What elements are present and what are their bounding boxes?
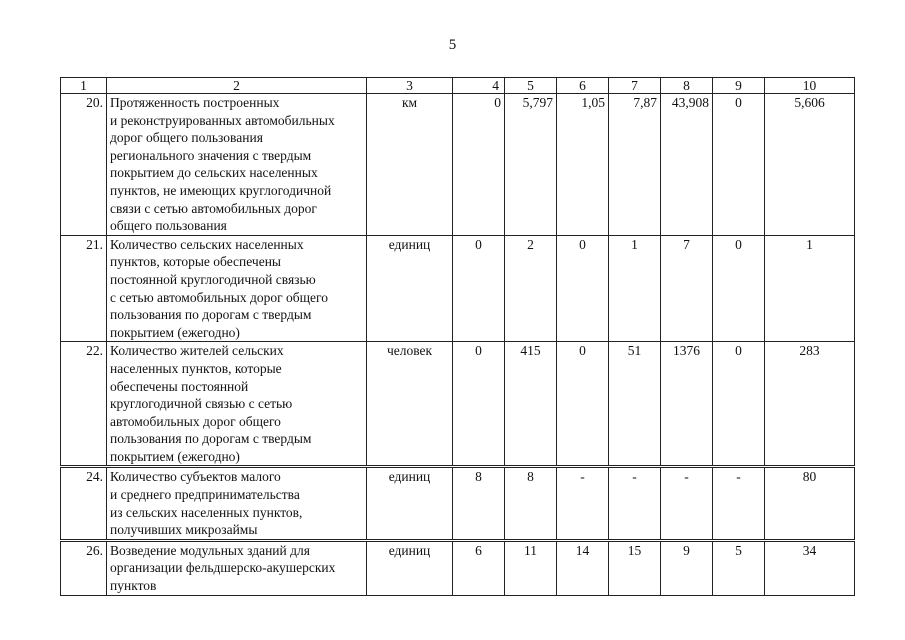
- value-cell: 0: [453, 342, 505, 467]
- value-cell: 283: [765, 342, 855, 467]
- indicator-name: [107, 467, 367, 540]
- table-row: [61, 342, 855, 467]
- value-cell: 5,797: [505, 94, 557, 236]
- name-line: пунктов: [110, 578, 157, 594]
- name-line: дорог общего пользования: [110, 130, 263, 146]
- value-cell: 5,606: [765, 94, 855, 236]
- value-cell: -: [661, 467, 713, 540]
- table-row: [61, 235, 855, 342]
- column-header: 1: [61, 78, 107, 94]
- name-line: с сетью автомобильных дорог общего: [110, 289, 328, 305]
- value-cell: 15: [609, 540, 661, 595]
- row-number: 21.: [61, 235, 107, 342]
- value-cell: 0: [557, 235, 609, 342]
- column-header: 4: [453, 78, 505, 94]
- name-line: покрытием (ежегодно): [110, 448, 240, 464]
- row-number: 26.: [61, 540, 107, 595]
- name-line: пунктов, не имеющих круглогодичной: [110, 182, 332, 198]
- column-header: 7: [609, 78, 661, 94]
- value-cell: 34: [765, 540, 855, 595]
- indicator-name: [107, 342, 367, 467]
- unit-cell: единиц: [367, 467, 453, 540]
- name-line: из сельских населенных пунктов,: [110, 504, 303, 520]
- name-line: Количество сельских населенных: [110, 236, 304, 252]
- row-number: 20.: [61, 94, 107, 236]
- value-cell: 6: [453, 540, 505, 595]
- value-cell: 0: [453, 235, 505, 342]
- value-cell: 2: [505, 235, 557, 342]
- name-line: пользования по дорогам с твердым: [110, 307, 312, 323]
- name-line: связи с сетью автомобильных дорог: [110, 200, 317, 216]
- value-cell: 51: [609, 342, 661, 467]
- column-header: 5: [505, 78, 557, 94]
- indicators-table: [60, 77, 855, 596]
- unit-cell: единиц: [367, 235, 453, 342]
- unit-cell: единиц: [367, 540, 453, 595]
- column-header: 3: [367, 78, 453, 94]
- value-cell: 9: [661, 540, 713, 595]
- name-line: покрытием до сельских населенных: [110, 165, 318, 181]
- unit-cell: человек: [367, 342, 453, 467]
- value-cell: 0: [713, 342, 765, 467]
- name-line: обеспечены постоянной: [110, 378, 249, 394]
- table-row: [61, 540, 855, 595]
- name-line: получивших микрозаймы: [110, 522, 258, 538]
- page-number: 5: [448, 37, 457, 53]
- value-cell: -: [557, 467, 609, 540]
- value-cell: 1: [765, 235, 855, 342]
- name-line: и реконструированных автомобильных: [110, 112, 335, 128]
- value-cell: 0: [557, 342, 609, 467]
- name-line: Возведение модульных зданий для: [110, 542, 310, 558]
- name-line: пунктов, которые обеспечены: [110, 254, 281, 270]
- table-row: [61, 94, 855, 236]
- value-cell: 43,908: [661, 94, 713, 236]
- unit-cell: км: [367, 94, 453, 236]
- column-header: 2: [107, 78, 367, 94]
- value-cell: 8: [453, 467, 505, 540]
- name-line: Протяженность построенных: [110, 95, 280, 110]
- value-cell: 415: [505, 342, 557, 467]
- column-header: 9: [713, 78, 765, 94]
- name-line: организации фельдшерско-акушерских: [110, 560, 336, 576]
- indicator-name: [107, 235, 367, 342]
- indicator-name: [107, 94, 367, 236]
- name-line: пользования по дорогам с твердым: [110, 431, 312, 447]
- value-cell: 7,87: [609, 94, 661, 236]
- value-cell: 14: [557, 540, 609, 595]
- row-number: 22.: [61, 342, 107, 467]
- column-header-row: [61, 78, 855, 94]
- name-line: Количество субъектов малого: [110, 469, 281, 485]
- value-cell: 5: [713, 540, 765, 595]
- name-line: Количество жителей сельских: [110, 343, 284, 359]
- name-line: круглогодичной связью с сетью: [110, 396, 293, 412]
- value-cell: 1376: [661, 342, 713, 467]
- name-line: населенных пунктов, которые: [110, 360, 282, 376]
- value-cell: 11: [505, 540, 557, 595]
- column-header: 10: [765, 78, 855, 94]
- name-line: покрытием (ежегодно): [110, 324, 240, 340]
- name-line: постоянной круглогодичной связью: [110, 271, 316, 287]
- column-header: 8: [661, 78, 713, 94]
- name-line: регионального значения с твердым: [110, 147, 312, 163]
- value-cell: 80: [765, 467, 855, 540]
- value-cell: 0: [713, 235, 765, 342]
- value-cell: 0: [713, 94, 765, 236]
- value-cell: 0: [453, 94, 505, 236]
- table-row: [61, 467, 855, 540]
- name-line: автомобильных дорог общего: [110, 413, 281, 429]
- name-line: и среднего предпринимательства: [110, 487, 300, 503]
- name-line: общего пользования: [110, 218, 227, 234]
- value-cell: -: [609, 467, 661, 540]
- value-cell: 7: [661, 235, 713, 342]
- value-cell: 1: [609, 235, 661, 342]
- value-cell: -: [713, 467, 765, 540]
- value-cell: 8: [505, 467, 557, 540]
- column-header: 6: [557, 78, 609, 94]
- value-cell: 1,05: [557, 94, 609, 236]
- indicator-name: [107, 540, 367, 595]
- row-number: 24.: [61, 467, 107, 540]
